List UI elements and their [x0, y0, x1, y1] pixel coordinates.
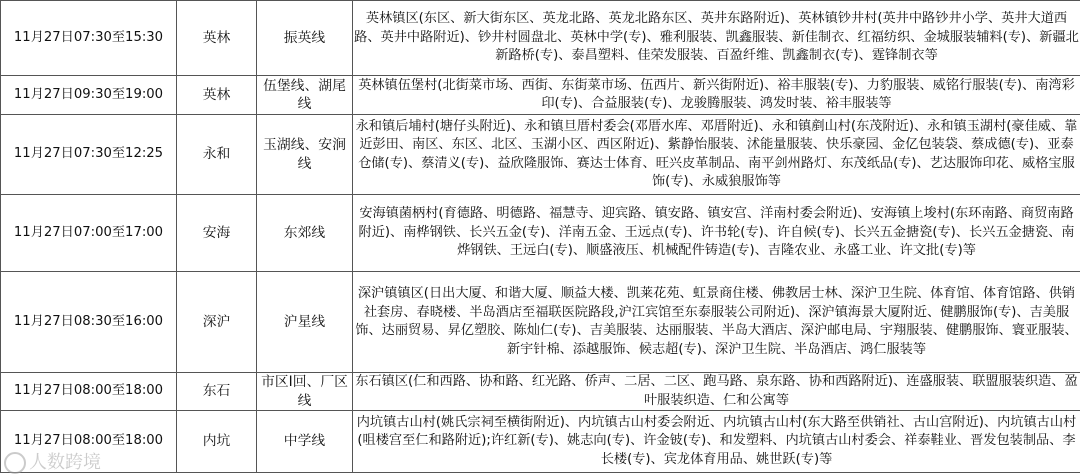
time-cell: 11月27日08:00至18:00 — [1, 411, 177, 473]
line-cell: 伍堡线、湖尾线 — [257, 76, 353, 115]
watermark-text: 人数跨境 — [29, 452, 101, 473]
table-row — [1, 195, 1080, 272]
table-row — [1, 1, 1080, 76]
range-cell: 内坑镇古山村(姚氏宗祠至横街附近)、内坑镇古山村委会附近、内坑镇古山村(东大路至供销社、古山宫附近)、内坑镇古山村(咀楼宫至仁和路附近);许红新(专)、姚志向(专)、许金铍(专)、和发塑料、内坑镇古山村委会、祥泰鞋业、晋发包装制品、李长楼(专)、宾龙体育用品、姚世跃(专)等 — [353, 411, 1080, 473]
area-cell: 永和 — [177, 115, 257, 195]
line-cell: 东郊线 — [257, 195, 353, 272]
time-cell: 11月27日07:30至12:25 — [1, 115, 177, 195]
line-cell: 中学线 — [257, 411, 353, 473]
range-cell: 深沪镇镇区(日出大厦、和谐大厦、顺益大楼、凯莱花苑、虹景商住楼、佛教居士林、深沪卫生院、体育馆、体育馆路、供销社套房、春晓楼、半岛酒店至福联医院路段,沪江宾馆至东泰服装公司附近)、深沪镇海景大厦附近、健鹏服饰(专)、吉美服饰、达丽贸易、昇亿塑胶、陈灿仁(专)、吉美服装、达丽服装、半岛大酒店、深沪邮电局、宇翔服装、健鹏服饰、寰亚服装、新宇针棉、添越服饰、候志超(专)、深沪卫生院、半岛酒店、鸿仁服装等 — [353, 272, 1080, 373]
line-cell: 市区Ⅰ回、厂区线 — [257, 373, 353, 411]
area-cell: 东石 — [177, 373, 257, 411]
line-cell: 沪星线 — [257, 272, 353, 373]
table-row — [1, 411, 1080, 473]
time-cell: 11月27日08:00至18:00 — [1, 373, 177, 411]
line-cell: 振英线 — [257, 1, 353, 76]
area-cell: 英林 — [177, 76, 257, 115]
time-cell: 11月27日09:30至19:00 — [1, 76, 177, 115]
table-row — [1, 115, 1080, 195]
time-cell: 11月27日07:30至15:30 — [1, 1, 177, 76]
range-cell: 英林镇伍堡村(北街菜市场、西街、东街菜市场、伍西片、新兴街附近)、裕丰服装(专)、力豹服装、威铭行服装(专)、南湾彩印(专)、合益服装(专)、龙骏腾服装、鸿发时装、裕丰服装等 — [353, 76, 1080, 115]
area-cell: 深沪 — [177, 272, 257, 373]
table-row — [1, 373, 1080, 411]
table-row — [1, 272, 1080, 373]
time-cell: 11月27日07:00至17:00 — [1, 195, 177, 272]
area-cell: 英林 — [177, 1, 257, 76]
line-cell: 玉湖线、安涧线 — [257, 115, 353, 195]
area-cell: 内坑 — [177, 411, 257, 473]
table-row — [1, 76, 1080, 115]
time-cell: 11月27日08:30至16:00 — [1, 272, 177, 373]
area-cell: 安海 — [177, 195, 257, 272]
range-cell: 安海镇菌柄村(育德路、明德路、福慧寺、迎宾路、镇安路、镇安宫、洋南村委会附近)、安海镇上埈村(东环南路、商贸南路附近)、南桦钢铁、长兴五金(专)、洋南五金、王远点(专)、许书轮(专)、许自候(专)、长兴五金搪瓷(专)、长兴五金搪瓷、南烨钢铁、王远白(专)、顺盛液压、机械配件铸造(专)、吉隆农业、永盛工业、许文批(专)等 — [353, 195, 1080, 272]
range-cell: 东石镇区(仁和西路、协和路、红光路、侨声、二居、二区、跑马路、泉东路、协和西路附近)、连盛服装、联盟服装织造、盈叶服装织造、仁和公寓等 — [353, 373, 1080, 411]
range-cell: 永和镇后埔村(塘仔头附近)、永和镇旦厝村委会(邓厝水库、邓厝附近)、永和镇剷山村(东茂附近)、永和镇玉湖村(豪佳威、靠近彭田、南区、东区、北区、玉湖小区、西区附近)、紫静怡服装、沭能量服装、快乐豪园、金亿包装袋、蔡成德(专)、亚泰仓储(专)、蔡清义(专)、益欣隆服饰、赛达士体育、旺兴皮革制品、南平剑州路灯、东茂纸品(专)、艺达服饰印花、威格宝服饰(专)、永威狼服饰等 — [353, 115, 1080, 195]
range-cell: 英林镇区(东区、新大街东区、英龙北路、英龙北路东区、英井东路附近)、英林镇钞井村(英井中路钞井小学、英井大道西路、英井中路附近)、钞井村圆盘北、英林中学(专)、雅利服装、凯鑫服装、新佳制衣、红福纺织、金城服装辅料(专)、新疆北新路桥(专)、泰昌塑料、佳荣发服装、百盈纤维、凯鑫制衣(专)、霆锋制衣等 — [353, 1, 1080, 76]
